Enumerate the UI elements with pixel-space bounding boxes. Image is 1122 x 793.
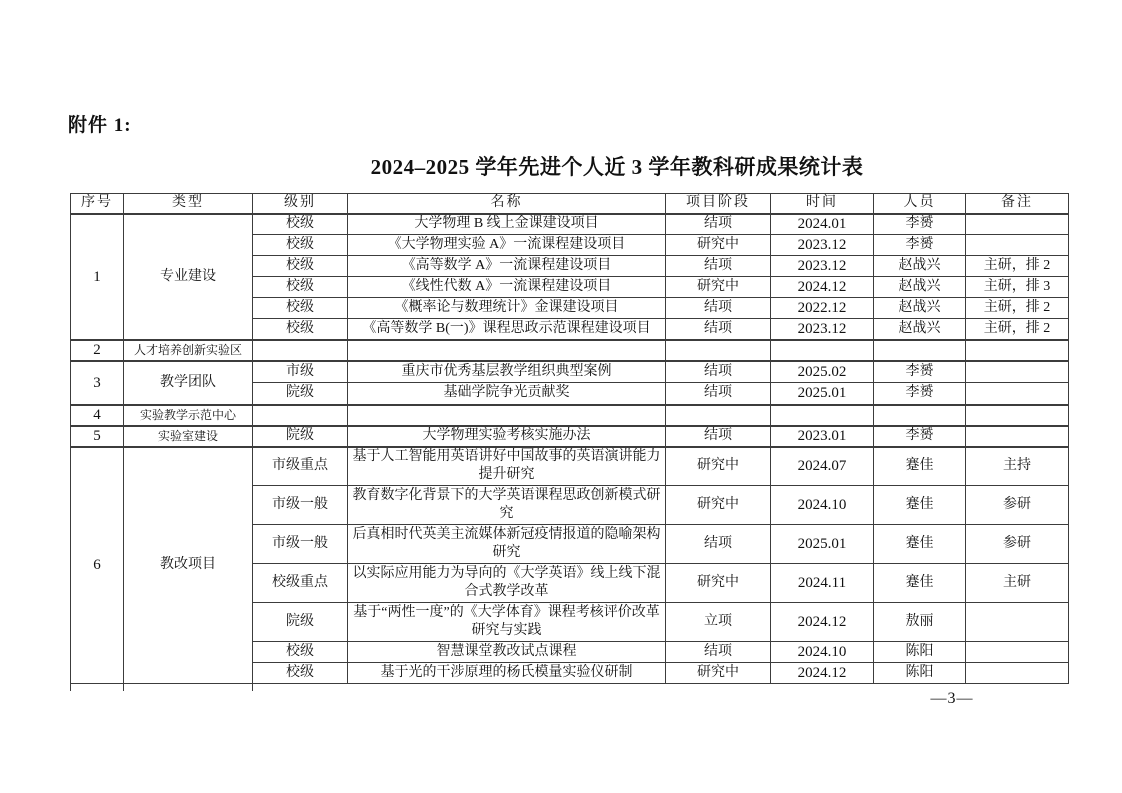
table-row	[71, 361, 1069, 383]
cell-name: 教育数字化背景下的大学英语课程思政创新模式研究	[348, 486, 666, 525]
cell-name	[348, 405, 666, 426]
cell-note	[966, 361, 1069, 383]
cell-person: 李赟	[874, 426, 966, 447]
table-continuation-line	[70, 683, 71, 691]
cell-level: 校级	[253, 235, 348, 256]
col-header-type: 类型	[124, 194, 253, 214]
cell-level: 校级	[253, 642, 348, 663]
cell-person: 蹇佳	[874, 486, 966, 525]
cell-name: 大学物理 B 线上金课建设项目	[348, 214, 666, 235]
cell-time: 2024.12	[771, 603, 874, 642]
cell-stage: 结项	[666, 214, 771, 235]
cell-note	[966, 663, 1069, 684]
cell-note	[966, 405, 1069, 426]
cell-no: 3	[71, 361, 124, 405]
cell-person: 赵战兴	[874, 319, 966, 340]
cell-person: 赵战兴	[874, 256, 966, 277]
cell-no: 1	[71, 214, 124, 340]
cell-name: 大学物理实验考核实施办法	[348, 426, 666, 447]
cell-time: 2024.10	[771, 486, 874, 525]
cell-type: 专业建设	[124, 214, 253, 340]
cell-note: 主研，排 2	[966, 319, 1069, 340]
cell-person: 赵战兴	[874, 277, 966, 298]
col-header-stage: 项目阶段	[666, 194, 771, 214]
table-row	[71, 447, 1069, 486]
cell-person: 蹇佳	[874, 564, 966, 603]
table-row	[71, 340, 1069, 361]
cell-person: 李赟	[874, 383, 966, 405]
cell-time: 2023.12	[771, 256, 874, 277]
cell-person: 李赟	[874, 214, 966, 235]
cell-name: 《高等数学 B(一)》课程思政示范课程建设项目	[348, 319, 666, 340]
cell-level: 院级	[253, 603, 348, 642]
cell-level: 市级一般	[253, 486, 348, 525]
cell-note: 主研，排 2	[966, 298, 1069, 319]
cell-note	[966, 603, 1069, 642]
cell-note: 参研	[966, 525, 1069, 564]
cell-note	[966, 340, 1069, 361]
results-table-container	[70, 193, 1069, 684]
cell-stage: 结项	[666, 383, 771, 405]
cell-stage: 结项	[666, 642, 771, 663]
cell-time: 2025.01	[771, 525, 874, 564]
cell-no: 5	[71, 426, 124, 447]
cell-person: 赵战兴	[874, 298, 966, 319]
table-continuation-line	[252, 683, 253, 691]
cell-level: 市级一般	[253, 525, 348, 564]
attachment-label: 附件 1:	[68, 115, 132, 136]
cell-time: 2023.01	[771, 426, 874, 447]
cell-stage: 结项	[666, 298, 771, 319]
cell-note	[966, 214, 1069, 235]
cell-time: 2025.01	[771, 383, 874, 405]
cell-level	[253, 340, 348, 361]
table-row	[71, 405, 1069, 426]
cell-no: 6	[71, 447, 124, 684]
cell-stage: 研究中	[666, 447, 771, 486]
cell-time: 2024.10	[771, 642, 874, 663]
cell-time: 2024.01	[771, 214, 874, 235]
col-header-time: 时间	[771, 194, 874, 214]
cell-no: 2	[71, 340, 124, 361]
cell-type: 实验教学示范中心	[124, 405, 253, 426]
cell-note	[966, 383, 1069, 405]
cell-name	[348, 340, 666, 361]
cell-time: 2024.07	[771, 447, 874, 486]
cell-stage: 结项	[666, 525, 771, 564]
col-header-name: 名称	[348, 194, 666, 214]
cell-name: 《大学物理实验 A》一流课程建设项目	[348, 235, 666, 256]
cell-time: 2024.12	[771, 663, 874, 684]
cell-note: 参研	[966, 486, 1069, 525]
cell-name: 后真相时代英美主流媒体新冠疫情报道的隐喻架构研究	[348, 525, 666, 564]
cell-level: 校级	[253, 277, 348, 298]
cell-level: 校级重点	[253, 564, 348, 603]
page-number: —3—	[930, 690, 974, 707]
cell-stage: 结项	[666, 426, 771, 447]
cell-person: 蹇佳	[874, 447, 966, 486]
cell-name: 基于“两性一度”的《大学体育》课程考核评价改革研究与实践	[348, 603, 666, 642]
cell-name: 重庆市优秀基层教学组织典型案例	[348, 361, 666, 383]
cell-level: 校级	[253, 256, 348, 277]
page-title: 2024–2025 学年先进个人近 3 学年教科研成果统计表	[370, 155, 864, 179]
cell-type: 教改项目	[124, 447, 253, 684]
cell-note	[966, 642, 1069, 663]
cell-note: 主持	[966, 447, 1069, 486]
col-header-note: 备注	[966, 194, 1069, 214]
cell-time: 2022.12	[771, 298, 874, 319]
cell-note: 主研，排 3	[966, 277, 1069, 298]
cell-name: 《概率论与数理统计》金课建设项目	[348, 298, 666, 319]
cell-note	[966, 426, 1069, 447]
cell-level: 院级	[253, 426, 348, 447]
cell-stage	[666, 340, 771, 361]
col-header-no: 序号	[71, 194, 124, 214]
cell-note	[966, 235, 1069, 256]
cell-name: 基于光的干涉原理的杨氏模量实验仪研制	[348, 663, 666, 684]
cell-type: 实验室建设	[124, 426, 253, 447]
cell-person: 敖丽	[874, 603, 966, 642]
cell-person: 蹇佳	[874, 525, 966, 564]
cell-person: 陈阳	[874, 663, 966, 684]
results-table	[70, 193, 1069, 684]
cell-time	[771, 340, 874, 361]
col-header-level: 级别	[253, 194, 348, 214]
cell-name: 基于人工智能用英语讲好中国故事的英语演讲能力提升研究	[348, 447, 666, 486]
cell-level: 市级重点	[253, 447, 348, 486]
cell-stage: 研究中	[666, 277, 771, 298]
cell-stage: 研究中	[666, 235, 771, 256]
cell-name: 智慧课堂教改试点课程	[348, 642, 666, 663]
cell-time: 2024.12	[771, 277, 874, 298]
cell-name: 基础学院争光贡献奖	[348, 383, 666, 405]
table-row	[71, 214, 1069, 235]
cell-stage: 研究中	[666, 486, 771, 525]
cell-level: 市级	[253, 361, 348, 383]
cell-name: 《线性代数 A》一流课程建设项目	[348, 277, 666, 298]
cell-stage: 结项	[666, 361, 771, 383]
cell-type: 教学团队	[124, 361, 253, 405]
cell-time: 2025.02	[771, 361, 874, 383]
cell-level: 校级	[253, 214, 348, 235]
cell-person: 李赟	[874, 235, 966, 256]
cell-level: 校级	[253, 663, 348, 684]
cell-name: 《高等数学 A》一流课程建设项目	[348, 256, 666, 277]
cell-level: 院级	[253, 383, 348, 405]
cell-note: 主研，排 2	[966, 256, 1069, 277]
cell-type: 人才培养创新实验区	[124, 340, 253, 361]
cell-stage	[666, 405, 771, 426]
cell-level: 校级	[253, 298, 348, 319]
cell-time: 2023.12	[771, 235, 874, 256]
table-header-row	[71, 194, 1069, 214]
cell-no: 4	[71, 405, 124, 426]
cell-level	[253, 405, 348, 426]
cell-stage: 结项	[666, 256, 771, 277]
cell-stage: 结项	[666, 319, 771, 340]
cell-person	[874, 340, 966, 361]
cell-stage: 研究中	[666, 564, 771, 603]
cell-time: 2023.12	[771, 319, 874, 340]
table-row	[71, 426, 1069, 447]
cell-stage: 研究中	[666, 663, 771, 684]
cell-name: 以实际应用能力为导向的《大学英语》线上线下混合式教学改革	[348, 564, 666, 603]
cell-person	[874, 405, 966, 426]
cell-person: 陈阳	[874, 642, 966, 663]
cell-note: 主研	[966, 564, 1069, 603]
cell-stage: 立项	[666, 603, 771, 642]
cell-person: 李赟	[874, 361, 966, 383]
cell-level: 校级	[253, 319, 348, 340]
cell-time	[771, 405, 874, 426]
table-continuation-line	[123, 683, 124, 691]
cell-time: 2024.11	[771, 564, 874, 603]
col-header-person: 人员	[874, 194, 966, 214]
